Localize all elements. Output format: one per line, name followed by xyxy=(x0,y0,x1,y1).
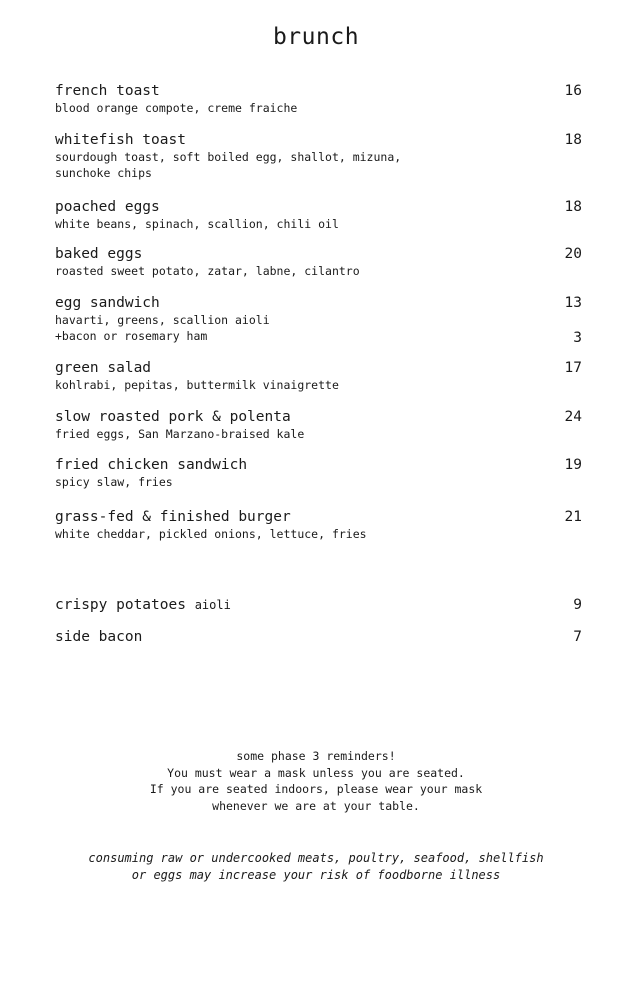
item-addon xyxy=(55,328,582,344)
item-price: 13 xyxy=(564,295,582,311)
food-safety-disclaimer xyxy=(0,850,632,884)
side-name: crispy potatoes xyxy=(55,597,186,613)
item-name: poached eggs xyxy=(55,199,160,215)
menu-item-french-toast xyxy=(55,82,582,116)
addon-label: +bacon or rosemary ham xyxy=(55,329,208,343)
item-name: green salad xyxy=(55,360,152,376)
item-price: 16 xyxy=(564,83,582,99)
item-description: roasted sweet potato, zatar, labne, cilantro xyxy=(55,264,360,278)
reminder-line: If you are seated indoors, please wear your mask xyxy=(149,782,483,796)
menu-item-poached-eggs xyxy=(55,198,582,232)
item-description: kohlrabi, pepitas, buttermilk vinaigrette xyxy=(55,378,339,392)
item-name xyxy=(55,596,231,614)
item-name: side bacon xyxy=(55,629,143,645)
item-description: sunchoke chips xyxy=(55,166,152,180)
menu-title: brunch xyxy=(272,24,360,50)
item-name: fried chicken sandwich xyxy=(55,457,248,473)
item-price: 7 xyxy=(573,629,582,645)
item-price: 9 xyxy=(573,597,582,613)
menu-item-fried-chicken-sandwich xyxy=(55,456,582,490)
menu-item-whitefish-toast xyxy=(55,131,582,181)
item-name: egg sandwich xyxy=(55,295,160,311)
item-price: 24 xyxy=(564,409,582,425)
side-item-side-bacon xyxy=(55,628,582,646)
item-description: havarti, greens, scallion aioli xyxy=(55,313,270,327)
item-name: grass-fed & finished burger xyxy=(55,509,291,525)
item-name: french toast xyxy=(55,83,160,99)
item-price: 18 xyxy=(564,199,582,215)
addon-price: 3 xyxy=(573,330,582,346)
item-description: white beans, spinach, scallion, chili oil xyxy=(55,217,339,231)
item-name: whitefish toast xyxy=(55,132,186,148)
item-description: white cheddar, pickled onions, lettuce, fries xyxy=(55,527,367,541)
item-price: 21 xyxy=(564,509,582,525)
item-price: 20 xyxy=(564,246,582,262)
menu-item-egg-sandwich xyxy=(55,294,582,344)
item-description: sourdough toast, soft boiled egg, shallot, mizuna, xyxy=(55,150,402,164)
item-price: 17 xyxy=(564,360,582,376)
menu-item-baked-eggs xyxy=(55,245,582,279)
phase-reminders xyxy=(0,748,632,814)
menu-item-green-salad xyxy=(55,359,582,393)
reminder-line: You must wear a mask unless you are seated. xyxy=(167,765,465,780)
item-price: 18 xyxy=(564,132,582,148)
reminder-line: whenever we are at your table. xyxy=(212,798,420,813)
side-inline-description: aioli xyxy=(194,598,231,612)
disclaimer-line: consuming raw or undercooked meats, poultry, seafood, shellfish xyxy=(88,851,544,865)
reminder-line: some phase 3 reminders! xyxy=(236,749,396,763)
item-name: slow roasted pork & polenta xyxy=(55,409,291,425)
item-name: baked eggs xyxy=(55,246,143,262)
disclaimer-line: or eggs may increase your risk of foodborne illness xyxy=(131,868,501,882)
menu-item-slow-roasted-pork xyxy=(55,408,582,442)
menu-item-burger xyxy=(55,508,582,542)
item-description: spicy slaw, fries xyxy=(55,475,173,489)
item-description: fried eggs, San Marzano-braised kale xyxy=(55,427,305,441)
side-item-crispy-potatoes xyxy=(55,596,582,614)
item-description: blood orange compote, creme fraiche xyxy=(55,101,298,115)
item-price: 19 xyxy=(564,457,582,473)
